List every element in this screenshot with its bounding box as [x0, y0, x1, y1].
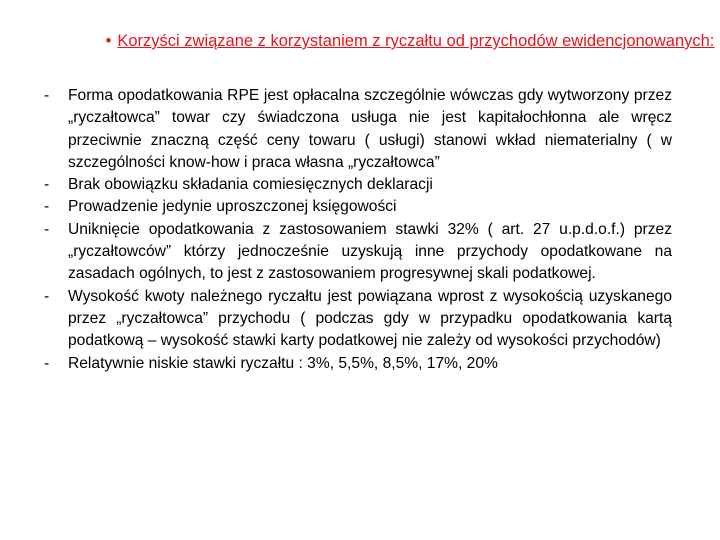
- benefits-list: [40, 85, 672, 375]
- dash-marker: -: [44, 176, 50, 194]
- list-item-text: Forma opodatkowania RPE jest opłacalna szczególnie wówczas gdy wytworzony przez „ryczałtowca” towar czy świadczona usługa nie jest kapitałochłonna ale wręcz przeciwnie znaczną część ceny towaru ( usługi) stanowi wkład niematerialny ( w szczególności know-how i praca własna „ryczałtowca”: [68, 87, 672, 171]
- slide-title: [95, 31, 720, 51]
- list-item-text: Wysokość kwoty należnego ryczałtu jest powiązana wprost z wysokością uzyskanego przez „ryczałtowca” przychodu ( podczas gdy w przypadku opodatkowania kartą podatkową – wysokość stawki karty podatkowej nie zależy od wysokości przychodów): [68, 287, 672, 350]
- list-item: [40, 174, 672, 196]
- list-item-text: Brak obowiązku składania comiesięcznych deklaracji: [68, 176, 433, 194]
- list-item-text: Uniknięcie opodatkowania z zastosowaniem stawki 32% ( art. 27 u.p.d.o.f.) przez „ryczałtowców” którzy jednocześnie uzyskują inne przychody opodatkowane na zasadach ogólnych, to jest z zastosowaniem progresywnej skali podatkowej.: [68, 220, 672, 283]
- list-item: [40, 196, 672, 218]
- list-item-text: Relatywnie niskie stawki ryczałtu : 3%, 5,5%, 8,5%, 17%, 20%: [68, 354, 498, 372]
- dash-marker: -: [44, 354, 50, 372]
- title-text: Korzyści związane z korzystaniem z ryczałtu od przychodów ewidencjonowanych:: [117, 32, 715, 50]
- dash-marker: -: [44, 220, 50, 238]
- list-item: [40, 219, 672, 286]
- dash-marker: -: [44, 198, 50, 216]
- list-item: [40, 286, 672, 353]
- list-item-text: Prowadzenie jedynie uproszczonej księgowości: [68, 198, 397, 216]
- dash-marker: -: [44, 87, 50, 104]
- dash-marker: -: [44, 287, 50, 305]
- list-item: [40, 85, 672, 174]
- title-bullet: •: [105, 32, 112, 50]
- list-item: [40, 353, 672, 375]
